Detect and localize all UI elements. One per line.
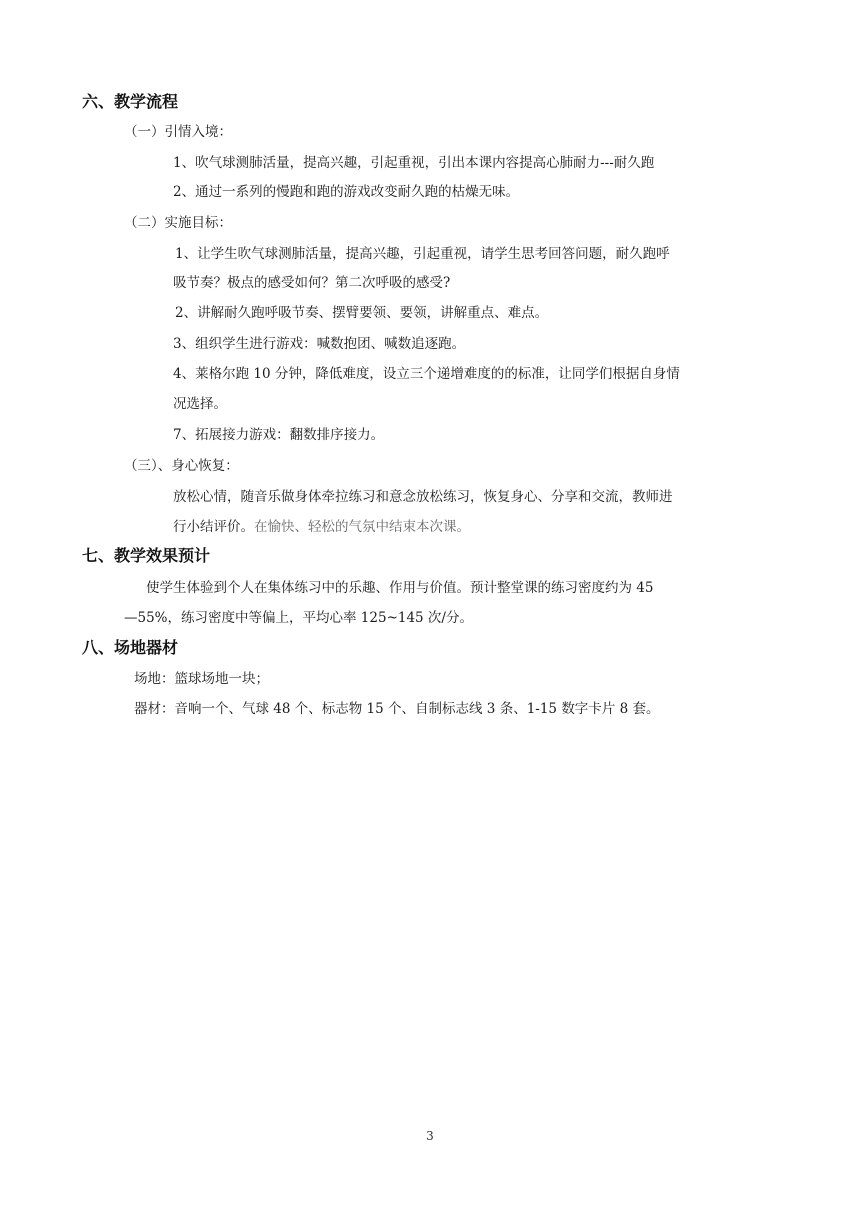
section-heading-effect-forecast: 七、教学效果预计 <box>82 546 211 565</box>
paragraph-line <box>173 517 470 537</box>
venue-line: 场地：篮球场地一块； <box>134 671 269 687</box>
list-item: 3、组织学生进行游戏：喊数抱团、喊数追逐跑。 <box>173 336 466 352</box>
paragraph-text-gray: 在愉快、轻松的气氛中结束本次课。 <box>254 519 470 535</box>
list-item: 1、吹气球测肺活量，提高兴趣，引起重视，引出本课内容提高心肺耐力---耐久跑 <box>173 155 655 171</box>
list-item: 7、拓展接力游戏：翻数排序接力。 <box>173 427 385 443</box>
list-item-continuation: 吸节奏？极点的感受如何？第二次呼吸的感受? <box>173 275 451 291</box>
list-item: 1、让学生吹气球测肺活量，提高兴趣，引起重视，请学生思考回答问题，耐久跑呼 <box>175 246 670 262</box>
list-item: 4、莱格尔跑 10 分钟，降低难度，设立三个递增难度的的标准，让同学们根据自身情 <box>173 366 680 382</box>
paragraph-line: 放松心情，随音乐做身体牵拉练习和意念放松练习，恢复身心、分享和交流，教师进 <box>173 489 673 505</box>
equipment-line: 器材：音响一个、气球 48 个、标志物 15 个、自制标志线 3 条、1-15 数字卡片 8 套。 <box>134 701 660 717</box>
paragraph-line: —55%，练习密度中等偏上，平均心率 125~145 次/分。 <box>124 610 473 626</box>
paragraph-text: 行小结评价。 <box>173 519 254 535</box>
paragraph-line: 使学生体验到个人在集体练习中的乐趣、作用与价值。预计整堂课的练习密度约为 45 <box>146 580 654 596</box>
section-heading-venue-equipment: 八、场地器材 <box>82 638 179 657</box>
page-number: 3 <box>426 1129 434 1143</box>
section-heading-teaching-process: 六、教学流程 <box>82 92 179 111</box>
list-item: 2、讲解耐久跑呼吸节奏、摆臂要领、要领，讲解重点、难点。 <box>175 305 549 321</box>
list-item-continuation: 况选择。 <box>173 396 227 412</box>
list-item: 2、通过一系列的慢跑和跑的游戏改变耐久跑的枯燥无味。 <box>173 184 520 200</box>
subsection-title-goals: （二）实施目标： <box>124 215 232 231</box>
subsection-title-intro: （一）引情入境： <box>124 124 232 140</box>
subsection-title-recovery: （三）、身心恢复： <box>124 458 239 474</box>
